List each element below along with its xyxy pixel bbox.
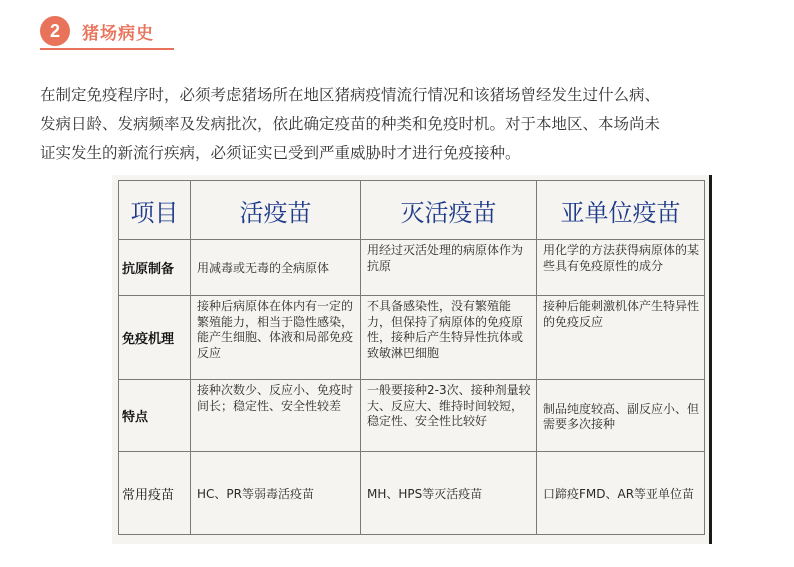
row-label: 抗原制备 — [119, 240, 191, 296]
table-cell: 接种后病原体在体内有一定的繁殖能力，相当于隐性感染，能产生细胞、体液和局部免疫反应 — [191, 296, 361, 380]
table-cell: 口蹄疫FMD、AR等亚单位苗 — [537, 452, 705, 535]
table-header-row — [119, 181, 705, 240]
table-cell: 用经过灭活处理的病原体作为抗原 — [361, 240, 537, 296]
table-cell: 制品纯度较高、副反应小、但需要多次接种 — [537, 380, 705, 452]
table-row — [119, 380, 705, 452]
vaccine-comparison-image — [112, 175, 712, 544]
header-item: 项目 — [119, 181, 191, 240]
table-row — [119, 296, 705, 380]
intro-paragraph — [40, 81, 785, 168]
intro-line: 证实发生的新流行疾病，必须证实已受到严重威胁时才进行免疫接种。 — [40, 144, 521, 162]
table-cell: 不具备感染性，没有繁殖能力，但保持了病原体的免疫原性，接种后产生特异性抗体或致敏淋巴细胞 — [361, 296, 537, 380]
table-cell: 接种后能刺激机体产生特异性的免疫反应 — [537, 296, 705, 380]
table-row — [119, 452, 705, 535]
section-number-badge: 2 — [40, 16, 70, 46]
section-title: 猪场病史 — [82, 23, 154, 44]
intro-line: 在制定免疫程序时，必须考虑猪场所在地区猪病疫情流行情况和该猪场曾经发生过什么病、 — [40, 86, 661, 104]
vaccine-comparison-table — [118, 180, 705, 535]
table-cell: 接种次数少、反应小、免疫时间长；稳定性、安全性较差 — [191, 380, 361, 452]
table-cell: 用化学的方法获得病原体的某些具有免疫原性的成分 — [537, 240, 705, 296]
table-cell: MH、HPS等灭活疫苗 — [361, 452, 537, 535]
row-label: 免疫机理 — [119, 296, 191, 380]
intro-line: 发病日龄、发病频率及发病批次，依此确定疫苗的种类和免疫时机。对于本地区、本场尚未 — [40, 115, 661, 133]
header-live-vaccine: 活疫苗 — [191, 181, 361, 240]
section-header — [40, 14, 154, 48]
row-label: 特点 — [119, 380, 191, 452]
table-cell: HC、PR等弱毒活疫苗 — [191, 452, 361, 535]
header-inactivated-vaccine: 灭活疫苗 — [361, 181, 537, 240]
section-underline — [40, 48, 174, 50]
table-cell: 一般要接种2-3次、接种剂量较大、反应大、维持时间较短，稳定性、安全性比较好 — [361, 380, 537, 452]
table-row — [119, 240, 705, 296]
row-label: 常用疫苗 — [119, 452, 191, 535]
header-subunit-vaccine: 亚单位疫苗 — [537, 181, 705, 240]
table-cell: 用减毒或无毒的全病原体 — [191, 240, 361, 296]
